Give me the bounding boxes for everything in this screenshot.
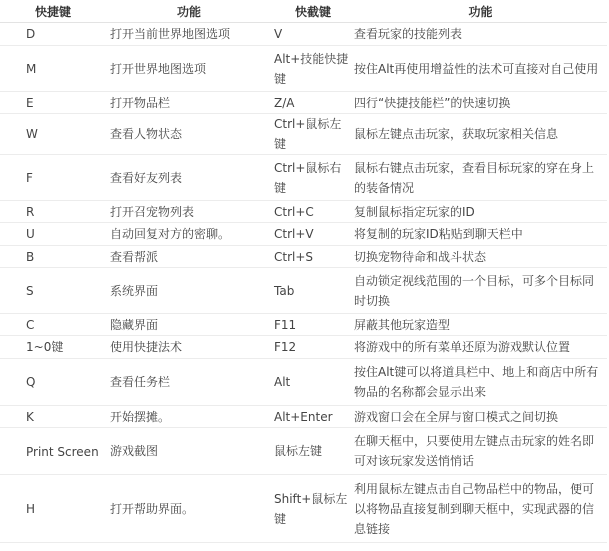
shortcut-key-2: Alt+Enter — [272, 406, 354, 428]
shortcut-key-2: Ctrl+鼠标右键 — [272, 155, 354, 201]
table-row — [0, 114, 607, 155]
shortcut-key: H — [0, 475, 106, 543]
table-row — [0, 406, 607, 428]
shortcut-key: Print Screen — [0, 428, 106, 475]
function-text: 查看好友列表 — [106, 155, 272, 201]
header-function-2: 功能 — [354, 0, 607, 23]
function-text: 查看任务栏 — [106, 359, 272, 406]
shortcut-key: E — [0, 92, 106, 114]
table-row — [0, 359, 607, 406]
function-text-2: 将复制的玩家ID粘贴到聊天栏中 — [354, 223, 607, 246]
function-text-2: 查看玩家的技能列表 — [354, 23, 607, 46]
shortcut-key-2: Ctrl+V — [272, 223, 354, 246]
shortcut-key: M — [0, 46, 106, 92]
function-text: 游戏截图 — [106, 428, 272, 475]
shortcut-key-2: Shift+鼠标左键 — [272, 475, 354, 543]
shortcut-key: 1~0键 — [0, 336, 106, 359]
function-text-2: 自动锁定视线范围的一个目标，可多个目标同时切换 — [354, 268, 607, 314]
function-text: 使用快捷法术 — [106, 336, 272, 359]
function-text: 查看帮派 — [106, 246, 272, 268]
shortcut-key: S — [0, 268, 106, 314]
function-text: 自动回复对方的密聊。 — [106, 223, 272, 246]
function-text-2: 在聊天框中，只要使用左键点击玩家的姓名即可对该玩家发送悄悄话 — [354, 428, 607, 475]
header-shortcut-key-2: 快截键 — [272, 0, 354, 23]
shortcut-key: B — [0, 246, 106, 268]
table-header-row — [0, 0, 607, 23]
shortcut-key: C — [0, 314, 106, 336]
shortcut-key-2: V — [272, 23, 354, 46]
shortcut-key-2: Alt — [272, 359, 354, 406]
function-text-2: 利用鼠标左键点击自己物品栏中的物品，便可以将物品直接复制到聊天框中，实现武器的信息链接 — [354, 475, 607, 543]
table-row — [0, 92, 607, 114]
shortcut-key: K — [0, 406, 106, 428]
table-row — [0, 246, 607, 268]
table-row — [0, 336, 607, 359]
table-row — [0, 314, 607, 336]
function-text: 打开当前世界地图选项 — [106, 23, 272, 46]
function-text: 打开世界地图选项 — [106, 46, 272, 92]
shortcut-key-2: Alt+技能快捷键 — [272, 46, 354, 92]
table-row — [0, 223, 607, 246]
table-row — [0, 475, 607, 543]
shortcut-key-2: 鼠标左键 — [272, 428, 354, 475]
function-text-2: 鼠标右键点击玩家，查看目标玩家的穿在身上的装备情况 — [354, 155, 607, 201]
function-text-2: 将游戏中的所有菜单还原为游戏默认位置 — [354, 336, 607, 359]
function-text-2: 游戏窗口会在全屏与窗口模式之间切换 — [354, 406, 607, 428]
table-row — [0, 23, 607, 46]
table-row — [0, 428, 607, 475]
function-text: 查看人物状态 — [106, 114, 272, 155]
function-text: 系统界面 — [106, 268, 272, 314]
table-row — [0, 201, 607, 223]
function-text: 打开召宠物列表 — [106, 201, 272, 223]
shortcut-key: W — [0, 114, 106, 155]
shortcut-key-2: Tab — [272, 268, 354, 314]
function-text-2: 屏蔽其他玩家造型 — [354, 314, 607, 336]
shortcut-key-2: Z/A — [272, 92, 354, 114]
table-row — [0, 155, 607, 201]
shortcut-key-2: F12 — [272, 336, 354, 359]
function-text-2: 切换宠物待命和战斗状态 — [354, 246, 607, 268]
shortcut-key: U — [0, 223, 106, 246]
function-text-2: 按住Alt键可以将道具栏中、地上和商店中所有物品的名称都会显示出来 — [354, 359, 607, 406]
shortcut-key-2: Ctrl+鼠标左键 — [272, 114, 354, 155]
function-text-2: 按住Alt再使用增益性的法术可直接对自己使用 — [354, 46, 607, 92]
table-row — [0, 268, 607, 314]
table-body — [0, 23, 607, 543]
shortcut-key-2: F11 — [272, 314, 354, 336]
function-text: 打开物品栏 — [106, 92, 272, 114]
function-text: 隐藏界面 — [106, 314, 272, 336]
shortcut-key: R — [0, 201, 106, 223]
function-text-2: 鼠标左键点击玩家，获取玩家相关信息 — [354, 114, 607, 155]
function-text-2: 四行“快捷技能栏”的快速切换 — [354, 92, 607, 114]
shortcut-key: F — [0, 155, 106, 201]
shortcut-key-2: Ctrl+S — [272, 246, 354, 268]
header-function: 功能 — [106, 0, 272, 23]
shortcut-key-2: Ctrl+C — [272, 201, 354, 223]
function-text-2: 复制鼠标指定玩家的ID — [354, 201, 607, 223]
shortcut-key: Q — [0, 359, 106, 406]
table-row — [0, 46, 607, 92]
function-text: 开始摆摊。 — [106, 406, 272, 428]
function-text: 打开帮助界面。 — [106, 475, 272, 543]
header-shortcut-key: 快捷键 — [0, 0, 106, 23]
shortcut-key: D — [0, 23, 106, 46]
